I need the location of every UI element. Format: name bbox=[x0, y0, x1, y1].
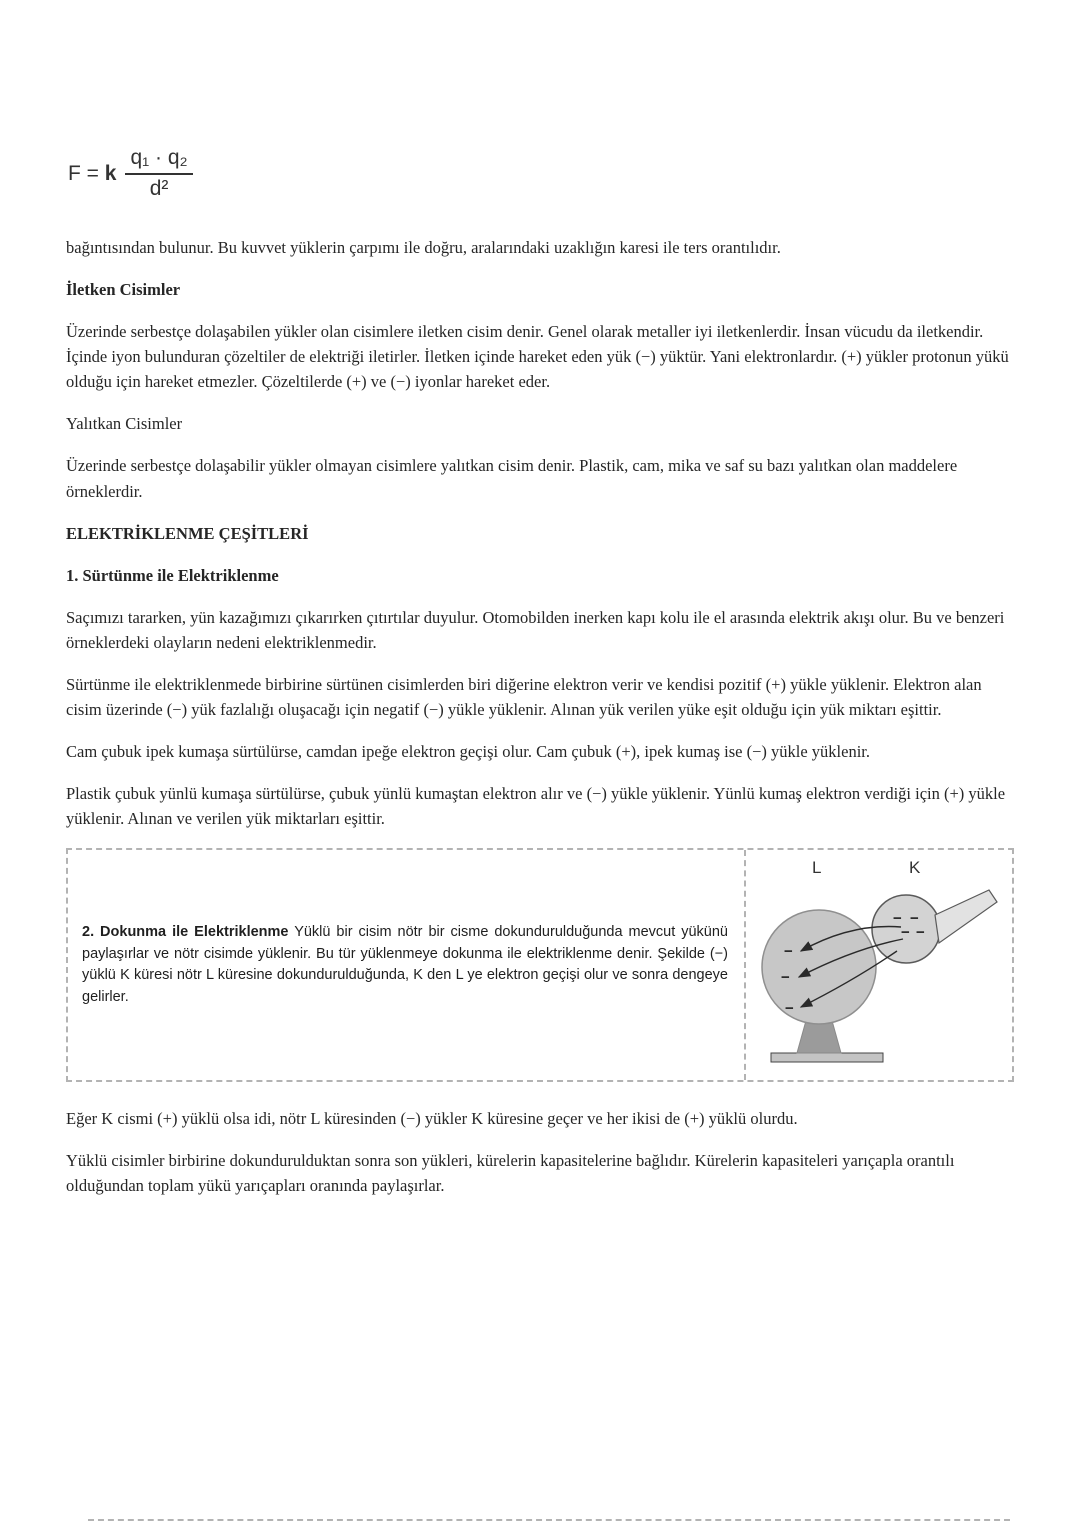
heading-elektriklenme-cesitleri: ELEKTRİKLENME ÇEŞİTLERİ bbox=[66, 523, 309, 543]
heading-iletken-cisimler: İletken Cisimler bbox=[66, 280, 181, 300]
minus-charge-icon: − bbox=[784, 943, 793, 961]
formula-f-equals: F = bbox=[68, 161, 105, 185]
heading-yalitkan-cisimler: Yalıtkan Cisimler bbox=[66, 414, 183, 434]
minus-charge-icon: − bbox=[901, 924, 910, 942]
formula-k-constant: k bbox=[104, 161, 117, 185]
paragraph-surtunme-1: Saçımızı tararken, yün kazağımızı çıkarırken çıtırtılar duyulur. Otomobilden inerken kapı kolu ile el arasında elektrik akışı olur. Bu ve benzeri örneklerdeki olayların nedeni elektriklenmedir. bbox=[66, 607, 1005, 652]
label-sphere-l: L bbox=[812, 858, 822, 878]
minus-charge-icon: − bbox=[893, 910, 902, 928]
stand-base bbox=[771, 1053, 883, 1062]
rod-handle bbox=[935, 890, 997, 943]
charged-spheres-diagram bbox=[755, 857, 1003, 1073]
paragraph-eger-k: Eğer K cismi (+) yüklü olsa idi, nötr L küresinden (−) yükler K küresine geçer ve her ikisi de (+) yüklü olurdu. bbox=[66, 1109, 798, 1129]
coulomb-formula bbox=[68, 146, 193, 201]
minus-charge-icon: − bbox=[910, 910, 919, 928]
formula-denominator: d² bbox=[149, 177, 169, 200]
paragraph-formula-explanation: bağıntısından bulunur. Bu kuvvet yüklerin çarpımı ile doğru, aralarındaki uzaklığın karesi ile ters orantılıdır. bbox=[66, 238, 781, 257]
minus-charge-icon: − bbox=[781, 969, 790, 987]
next-box-top-edge bbox=[88, 1519, 1010, 1521]
formula-lhs bbox=[68, 162, 116, 186]
dokunma-ile-elektriklenme-box bbox=[66, 848, 1014, 1082]
paragraph-plastik-cubuk: Plastik çubuk yünlü kumaşa sürtülürse, çubuk yünlü kumaştan elektron alır ve (−) yükle yüklenir. Yünlü kumaş elektron verdiği için (+) yükle yüklenir. Alınan ve verilen yük miktarları eşittir. bbox=[66, 784, 1006, 829]
paragraph-yuklu-cisimler: Yüklü cisimler birbirine dokundurulduktan sonra son yükleri, kürelerin kapasitelerine bağlıdır. Kürelerin kapasiteleri yarıçapla orantılı olduğundan toplam yükü yarıçapları oranında paylaşırlar. bbox=[66, 1151, 955, 1196]
heading-dokunma-ile-elektriklenme: 2. Dokunma ile Elektriklenme bbox=[82, 923, 289, 940]
formula-numerator: q₁ · q₂ bbox=[125, 146, 192, 175]
paragraph-dokunma bbox=[82, 922, 728, 1009]
heading-surtunme-ile-elektriklenme: 1. Sürtünme ile Elektriklenme bbox=[66, 565, 279, 585]
dokunma-body-text: Yüklü bir cisim nötr bir cisme dokundurulduğunda mevcut yükünü paylaşırlar ve nötr cisimde yüklenir. Bu tür yüklenmeye dokunma ile elektriklenme denir. Şekilde (−) yüklü K küresi nötr L küresine dokundurulduğunda, K den L ye elektron geçişi olur ve sonra dengeye gelirler. bbox=[82, 923, 728, 1006]
minus-charge-icon: − bbox=[785, 1000, 794, 1018]
paragraph-iletken-body: Üzerinde serbestçe dolaşabilen yükler olan cisimlere iletken cisim denir. Genel olarak metaller iyi iletkenlerdir. İnsan vücudu da iletkendir. İçinde iyon bulunduran çözeltiler de elektriği iletirler. İletken içinde hareket eden yük (−) yüktür. Yani elektronlardır. (+) yükler protonun yükü olduğu için hareket etmezler. Çözeltilerde (+) ve (−) iyonlar hareket eder. bbox=[66, 322, 1009, 392]
paragraph-yalitkan-body: Üzerinde serbestçe dolaşabilir yükler olmayan cisimlere yalıtkan cisim denir. Plastik, cam, mika ve saf su bazı yalıtkan olan maddelere örneklerdir. bbox=[66, 456, 958, 501]
paragraph-surtunme-2: Sürtünme ile elektriklenmede birbirine sürtünen cisimlerden biri diğerine elektron verir ve kendisi pozitif (+) yükle yüklenir. Elektron alan cisim üzerinde (−) yük fazlalığı oluşacağı için negatif (−) yükle yüklenir. Alınan yük verilen yüke eşit olduğu için yük miktarı eşittir. bbox=[66, 674, 982, 720]
label-sphere-k: K bbox=[909, 858, 921, 878]
dokunma-box-text-area bbox=[68, 850, 744, 1080]
minus-charge-icon: − bbox=[916, 924, 925, 942]
spheres-figure-panel bbox=[744, 850, 1012, 1080]
paragraph-cam-cubuk: Cam çubuk ipek kumaşa sürtülürse, camdan ipeğe elektron geçişi olur. Cam çubuk (+), ipek kumaş ise (−) yükle yüklenir. bbox=[66, 742, 870, 762]
formula-fraction bbox=[125, 146, 192, 201]
